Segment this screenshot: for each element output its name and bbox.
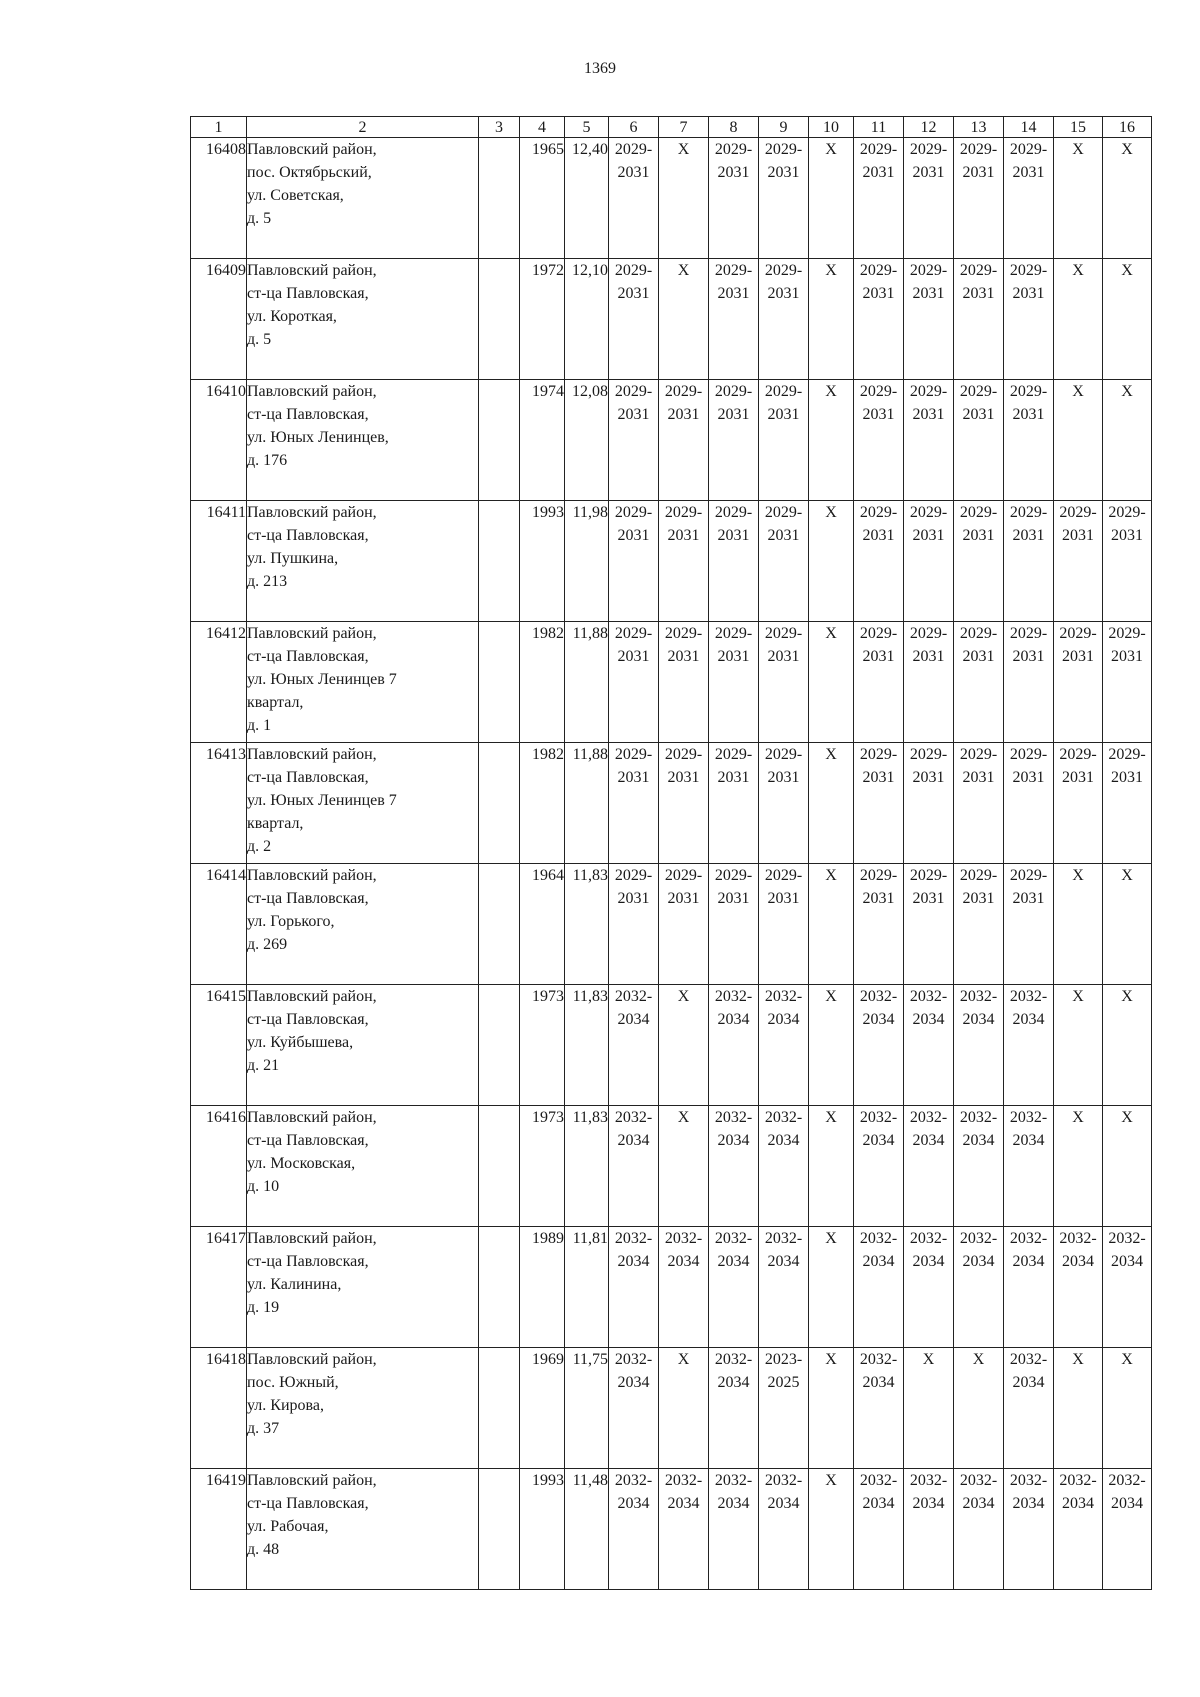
column-header-8: 8 (709, 117, 759, 138)
address-line: пос. Южный, (247, 1374, 339, 1391)
schedule-cell-col-13: 2032- 2034 (954, 1227, 1004, 1348)
column-header-15: 15 (1054, 117, 1103, 138)
address-cell (247, 622, 479, 743)
schedule-cell-col-15: 2029- 2031 (1054, 622, 1103, 743)
address-cell (247, 259, 479, 380)
schedule-cell-col-13: 2032- 2034 (954, 1469, 1004, 1590)
schedule-cell-col-13: 2029- 2031 (954, 864, 1004, 985)
address-line: Павловский район, (247, 1109, 377, 1126)
schedule-cell-col-16: 2029- 2031 (1103, 743, 1152, 864)
schedule-cell-col-16: 2029- 2031 (1103, 622, 1152, 743)
schedule-cell-col-7: Х (659, 138, 709, 259)
schedule-cell-col-6: 2029- 2031 (609, 259, 659, 380)
schedule-cell-col-16: 2032- 2034 (1103, 1469, 1152, 1590)
table-row (191, 501, 1152, 622)
schedule-cell-col-15: 2029- 2031 (1054, 501, 1103, 622)
build-year-cell: 1982 (520, 743, 565, 864)
column-header-16: 16 (1103, 117, 1152, 138)
schedule-cell-col-12: 2029- 2031 (904, 259, 954, 380)
schedule-cell-col-10: Х (809, 1469, 854, 1590)
schedule-cell-col-13: 2032- 2034 (954, 985, 1004, 1106)
schedule-cell-col-13: Х (954, 1348, 1004, 1469)
schedule-cell-col-8: 2032- 2034 (709, 985, 759, 1106)
schedule-cell-col-8: 2032- 2034 (709, 1469, 759, 1590)
schedule-cell-col-16: Х (1103, 1348, 1152, 1469)
address-line: Павловский район, (247, 262, 377, 279)
schedule-cell-col-11: 2032- 2034 (854, 1469, 904, 1590)
area-cell: 11,48 (565, 1469, 609, 1590)
address-line: ул. Рабочая, (247, 1518, 329, 1535)
schedule-cell-col-12: 2032- 2034 (904, 1106, 954, 1227)
schedule-cell-col-8: 2032- 2034 (709, 1106, 759, 1227)
table-row (191, 985, 1152, 1106)
schedule-cell-col-13: 2029- 2031 (954, 622, 1004, 743)
schedule-cell-col-15: Х (1054, 138, 1103, 259)
address-line: ст-ца Павловская, (247, 285, 369, 302)
schedule-cell-col-14: 2032- 2034 (1004, 985, 1054, 1106)
address-line: Павловский район, (247, 504, 377, 521)
column-3-cell (479, 380, 520, 501)
schedule-cell-col-14: 2032- 2034 (1004, 1469, 1054, 1590)
table-row (191, 259, 1152, 380)
schedule-cell-col-14: 2029- 2031 (1004, 380, 1054, 501)
column-3-cell (479, 864, 520, 985)
schedule-cell-col-6: 2032- 2034 (609, 1227, 659, 1348)
address-line: д. 19 (247, 1299, 280, 1316)
area-cell: 11,83 (565, 985, 609, 1106)
area-cell: 11,81 (565, 1227, 609, 1348)
area-cell: 11,83 (565, 1106, 609, 1227)
schedule-cell-col-10: Х (809, 1348, 854, 1469)
column-header-3: 3 (479, 117, 520, 138)
address-line: д. 176 (247, 452, 288, 469)
schedule-cell-col-11: 2029- 2031 (854, 501, 904, 622)
schedule-cell-col-9: 2029- 2031 (759, 380, 809, 501)
column-3-cell (479, 1227, 520, 1348)
schedule-cell-col-6: 2032- 2034 (609, 1106, 659, 1227)
schedule-cell-col-14: 2032- 2034 (1004, 1227, 1054, 1348)
schedule-cell-col-14: 2029- 2031 (1004, 864, 1054, 985)
schedule-cell-col-10: Х (809, 1227, 854, 1348)
schedule-cell-col-15: Х (1054, 1106, 1103, 1227)
schedule-cell-col-6: 2029- 2031 (609, 138, 659, 259)
schedule-cell-col-11: 2029- 2031 (854, 138, 904, 259)
schedule-cell-col-12: 2029- 2031 (904, 138, 954, 259)
schedule-cell-col-15: 2029- 2031 (1054, 743, 1103, 864)
area-cell: 11,88 (565, 743, 609, 864)
schedule-cell-col-7: Х (659, 1106, 709, 1227)
address-line: Павловский район, (247, 988, 377, 1005)
build-year-cell: 1982 (520, 622, 565, 743)
schedule-cell-col-14: 2029- 2031 (1004, 259, 1054, 380)
build-year-cell: 1973 (520, 985, 565, 1106)
address-line: ул. Кирова, (247, 1397, 324, 1414)
schedule-cell-col-13: 2029- 2031 (954, 259, 1004, 380)
address-line: Павловский район, (247, 1472, 377, 1489)
schedule-cell-col-9: 2029- 2031 (759, 259, 809, 380)
column-header-4: 4 (520, 117, 565, 138)
address-cell (247, 1348, 479, 1469)
schedule-cell-col-12: 2029- 2031 (904, 380, 954, 501)
schedule-cell-col-8: 2029- 2031 (709, 622, 759, 743)
schedule-cell-col-15: Х (1054, 985, 1103, 1106)
address-line: Павловский район, (247, 625, 377, 642)
row-id: 16414 (191, 864, 247, 985)
schedule-cell-col-13: 2029- 2031 (954, 743, 1004, 864)
address-line: ст-ца Павловская, (247, 1011, 369, 1028)
column-header-2: 2 (247, 117, 479, 138)
column-header-11: 11 (854, 117, 904, 138)
column-3-cell (479, 1469, 520, 1590)
schedule-cell-col-6: 2032- 2034 (609, 1348, 659, 1469)
address-line: ул. Юных Ленинцев, (247, 429, 389, 446)
address-line: квартал, (247, 815, 304, 832)
row-id: 16419 (191, 1469, 247, 1590)
schedule-cell-col-10: Х (809, 864, 854, 985)
schedule-cell-col-9: 2029- 2031 (759, 743, 809, 864)
address-cell (247, 743, 479, 864)
address-line: ул. Короткая, (247, 308, 337, 325)
schedule-cell-col-7: Х (659, 985, 709, 1106)
schedule-cell-col-7: 2029- 2031 (659, 864, 709, 985)
address-cell (247, 501, 479, 622)
schedule-cell-col-11: 2032- 2034 (854, 1227, 904, 1348)
schedule-cell-col-15: 2032- 2034 (1054, 1227, 1103, 1348)
column-3-cell (479, 138, 520, 259)
area-cell: 11,75 (565, 1348, 609, 1469)
schedule-cell-col-14: 2029- 2031 (1004, 622, 1054, 743)
address-line: д. 48 (247, 1541, 280, 1558)
schedule-cell-col-10: Х (809, 501, 854, 622)
column-3-cell (479, 743, 520, 864)
address-line: Павловский район, (247, 141, 377, 158)
schedule-cell-col-7: 2032- 2034 (659, 1227, 709, 1348)
schedule-cell-col-16: Х (1103, 259, 1152, 380)
address-line: ст-ца Павловская, (247, 890, 369, 907)
column-header-9: 9 (759, 117, 809, 138)
row-id: 16417 (191, 1227, 247, 1348)
schedule-cell-col-15: Х (1054, 259, 1103, 380)
row-id: 16408 (191, 138, 247, 259)
build-year-cell: 1993 (520, 1469, 565, 1590)
table-row (191, 864, 1152, 985)
table-body (191, 138, 1152, 1590)
column-header-10: 10 (809, 117, 854, 138)
address-line: д. 37 (247, 1420, 280, 1437)
schedule-cell-col-11: 2032- 2034 (854, 1106, 904, 1227)
schedule-cell-col-15: Х (1054, 380, 1103, 501)
address-line: д. 213 (247, 573, 288, 590)
column-3-cell (479, 622, 520, 743)
build-year-cell: 1993 (520, 501, 565, 622)
area-cell: 11,88 (565, 622, 609, 743)
column-3-cell (479, 259, 520, 380)
address-line: д. 10 (247, 1178, 280, 1195)
table-row (191, 743, 1152, 864)
table-row (191, 380, 1152, 501)
schedule-cell-col-16: 2032- 2034 (1103, 1227, 1152, 1348)
schedule-cell-col-6: 2032- 2034 (609, 1469, 659, 1590)
schedule-cell-col-14: 2032- 2034 (1004, 1106, 1054, 1227)
page-number: 1369 (584, 60, 616, 77)
address-line: д. 2 (247, 838, 272, 855)
schedule-cell-col-8: 2029- 2031 (709, 864, 759, 985)
address-line: ст-ца Павловская, (247, 1253, 369, 1270)
address-line: квартал, (247, 694, 304, 711)
schedule-cell-col-8: 2029- 2031 (709, 501, 759, 622)
table-row (191, 1348, 1152, 1469)
address-line: ст-ца Павловская, (247, 1495, 369, 1512)
column-header-1: 1 (191, 117, 247, 138)
schedule-cell-col-11: 2029- 2031 (854, 743, 904, 864)
schedule-cell-col-11: 2029- 2031 (854, 259, 904, 380)
area-cell: 11,83 (565, 864, 609, 985)
column-3-cell (479, 985, 520, 1106)
schedule-cell-col-16: 2029- 2031 (1103, 501, 1152, 622)
row-id: 16416 (191, 1106, 247, 1227)
schedule-cell-col-12: 2029- 2031 (904, 743, 954, 864)
schedule-cell-col-13: 2029- 2031 (954, 380, 1004, 501)
schedule-cell-col-14: 2029- 2031 (1004, 501, 1054, 622)
schedule-cell-col-10: Х (809, 743, 854, 864)
schedule-cell-col-13: 2029- 2031 (954, 501, 1004, 622)
schedule-cell-col-11: 2032- 2034 (854, 985, 904, 1106)
column-header-6: 6 (609, 117, 659, 138)
schedule-cell-col-16: Х (1103, 864, 1152, 985)
address-line: ст-ца Павловская, (247, 1132, 369, 1149)
schedule-cell-col-9: 2032- 2034 (759, 1469, 809, 1590)
schedule-cell-col-6: 2032- 2034 (609, 985, 659, 1106)
schedule-cell-col-11: 2029- 2031 (854, 864, 904, 985)
address-line: Павловский район, (247, 1351, 377, 1368)
housing-repair-schedule-table (190, 116, 1152, 1590)
schedule-cell-col-9: 2032- 2034 (759, 985, 809, 1106)
row-id: 16410 (191, 380, 247, 501)
address-line: ул. Пушкина, (247, 550, 339, 567)
address-line: ст-ца Павловская, (247, 527, 369, 544)
schedule-cell-col-9: 2023- 2025 (759, 1348, 809, 1469)
address-line: д. 5 (247, 210, 272, 227)
column-3-cell (479, 1106, 520, 1227)
schedule-cell-col-13: 2029- 2031 (954, 138, 1004, 259)
schedule-cell-col-12: 2032- 2034 (904, 1227, 954, 1348)
column-3-cell (479, 1348, 520, 1469)
address-line: Павловский район, (247, 867, 377, 884)
address-line: ул. Московская, (247, 1155, 356, 1172)
address-cell (247, 864, 479, 985)
schedule-cell-col-9: 2029- 2031 (759, 622, 809, 743)
table-row (191, 138, 1152, 259)
column-header-5: 5 (565, 117, 609, 138)
row-id: 16409 (191, 259, 247, 380)
table-header-row (191, 117, 1152, 138)
table-row (191, 1227, 1152, 1348)
area-cell: 11,98 (565, 501, 609, 622)
schedule-cell-col-10: Х (809, 1106, 854, 1227)
schedule-cell-col-8: 2032- 2034 (709, 1227, 759, 1348)
schedule-cell-col-15: Х (1054, 864, 1103, 985)
schedule-cell-col-9: 2032- 2034 (759, 1227, 809, 1348)
schedule-cell-col-9: 2032- 2034 (759, 1106, 809, 1227)
address-cell (247, 985, 479, 1106)
schedule-cell-col-16: Х (1103, 380, 1152, 501)
schedule-cell-col-14: 2032- 2034 (1004, 1348, 1054, 1469)
schedule-cell-col-6: 2029- 2031 (609, 864, 659, 985)
row-id: 16411 (191, 501, 247, 622)
address-line: д. 1 (247, 717, 272, 734)
area-cell: 12,08 (565, 380, 609, 501)
build-year-cell: 1969 (520, 1348, 565, 1469)
address-cell (247, 1106, 479, 1227)
schedule-cell-col-6: 2029- 2031 (609, 622, 659, 743)
address-line: ул. Советская, (247, 187, 344, 204)
schedule-cell-col-13: 2032- 2034 (954, 1106, 1004, 1227)
schedule-cell-col-8: 2029- 2031 (709, 380, 759, 501)
schedule-cell-col-16: Х (1103, 1106, 1152, 1227)
schedule-cell-col-7: 2029- 2031 (659, 501, 709, 622)
schedule-cell-col-12: 2032- 2034 (904, 985, 954, 1106)
build-year-cell: 1965 (520, 138, 565, 259)
schedule-cell-col-7: 2029- 2031 (659, 743, 709, 864)
schedule-cell-col-7: 2029- 2031 (659, 380, 709, 501)
table-row (191, 622, 1152, 743)
build-year-cell: 1964 (520, 864, 565, 985)
build-year-cell: 1972 (520, 259, 565, 380)
schedule-cell-col-7: 2029- 2031 (659, 622, 709, 743)
schedule-cell-col-14: 2029- 2031 (1004, 743, 1054, 864)
schedule-cell-col-12: Х (904, 1348, 954, 1469)
schedule-cell-col-12: 2029- 2031 (904, 501, 954, 622)
schedule-cell-col-8: 2029- 2031 (709, 259, 759, 380)
schedule-cell-col-10: Х (809, 259, 854, 380)
schedule-cell-col-7: Х (659, 259, 709, 380)
schedule-cell-col-15: Х (1054, 1348, 1103, 1469)
row-id: 16418 (191, 1348, 247, 1469)
schedule-cell-col-10: Х (809, 380, 854, 501)
address-cell (247, 380, 479, 501)
schedule-cell-col-15: 2032- 2034 (1054, 1469, 1103, 1590)
column-header-7: 7 (659, 117, 709, 138)
schedule-cell-col-14: 2029- 2031 (1004, 138, 1054, 259)
area-cell: 12,40 (565, 138, 609, 259)
address-line: ст-ца Павловская, (247, 648, 369, 665)
schedule-cell-col-16: Х (1103, 985, 1152, 1106)
build-year-cell: 1989 (520, 1227, 565, 1348)
schedule-cell-col-16: Х (1103, 138, 1152, 259)
schedule-cell-col-12: 2029- 2031 (904, 864, 954, 985)
build-year-cell: 1974 (520, 380, 565, 501)
table-row (191, 1106, 1152, 1227)
schedule-cell-col-6: 2029- 2031 (609, 501, 659, 622)
address-line: ул. Калинина, (247, 1276, 342, 1293)
address-cell (247, 138, 479, 259)
address-line: пос. Октябрьский, (247, 164, 372, 181)
address-line: ул. Юных Ленинцев 7 (247, 792, 397, 809)
address-line: ст-ца Павловская, (247, 406, 369, 423)
row-id: 16415 (191, 985, 247, 1106)
address-line: д. 21 (247, 1057, 280, 1074)
column-3-cell (479, 501, 520, 622)
schedule-cell-col-6: 2029- 2031 (609, 743, 659, 864)
schedule-cell-col-11: 2029- 2031 (854, 622, 904, 743)
address-line: ул. Куйбышева, (247, 1034, 354, 1051)
table-row (191, 1469, 1152, 1590)
address-cell (247, 1227, 479, 1348)
row-id: 16413 (191, 743, 247, 864)
schedule-cell-col-11: 2029- 2031 (854, 380, 904, 501)
schedule-cell-col-12: 2029- 2031 (904, 622, 954, 743)
address-line: д. 269 (247, 936, 288, 953)
schedule-cell-col-10: Х (809, 985, 854, 1106)
build-year-cell: 1973 (520, 1106, 565, 1227)
column-header-13: 13 (954, 117, 1004, 138)
address-cell (247, 1469, 479, 1590)
schedule-cell-col-6: 2029- 2031 (609, 380, 659, 501)
row-id: 16412 (191, 622, 247, 743)
schedule-cell-col-8: 2032- 2034 (709, 1348, 759, 1469)
address-line: Павловский район, (247, 383, 377, 400)
schedule-cell-col-7: 2032- 2034 (659, 1469, 709, 1590)
schedule-cell-col-7: Х (659, 1348, 709, 1469)
schedule-cell-col-10: Х (809, 138, 854, 259)
address-line: Павловский район, (247, 746, 377, 763)
schedule-cell-col-12: 2032- 2034 (904, 1469, 954, 1590)
area-cell: 12,10 (565, 259, 609, 380)
column-header-12: 12 (904, 117, 954, 138)
schedule-cell-col-8: 2029- 2031 (709, 138, 759, 259)
address-line: ул. Горького, (247, 913, 335, 930)
address-line: Павловский район, (247, 1230, 377, 1247)
address-line: ст-ца Павловская, (247, 769, 369, 786)
schedule-cell-col-9: 2029- 2031 (759, 138, 809, 259)
schedule-cell-col-11: 2032- 2034 (854, 1348, 904, 1469)
schedule-cell-col-9: 2029- 2031 (759, 501, 809, 622)
column-header-14: 14 (1004, 117, 1054, 138)
schedule-cell-col-8: 2029- 2031 (709, 743, 759, 864)
address-line: д. 5 (247, 331, 272, 348)
schedule-cell-col-9: 2029- 2031 (759, 864, 809, 985)
schedule-cell-col-10: Х (809, 622, 854, 743)
address-line: ул. Юных Ленинцев 7 (247, 671, 397, 688)
